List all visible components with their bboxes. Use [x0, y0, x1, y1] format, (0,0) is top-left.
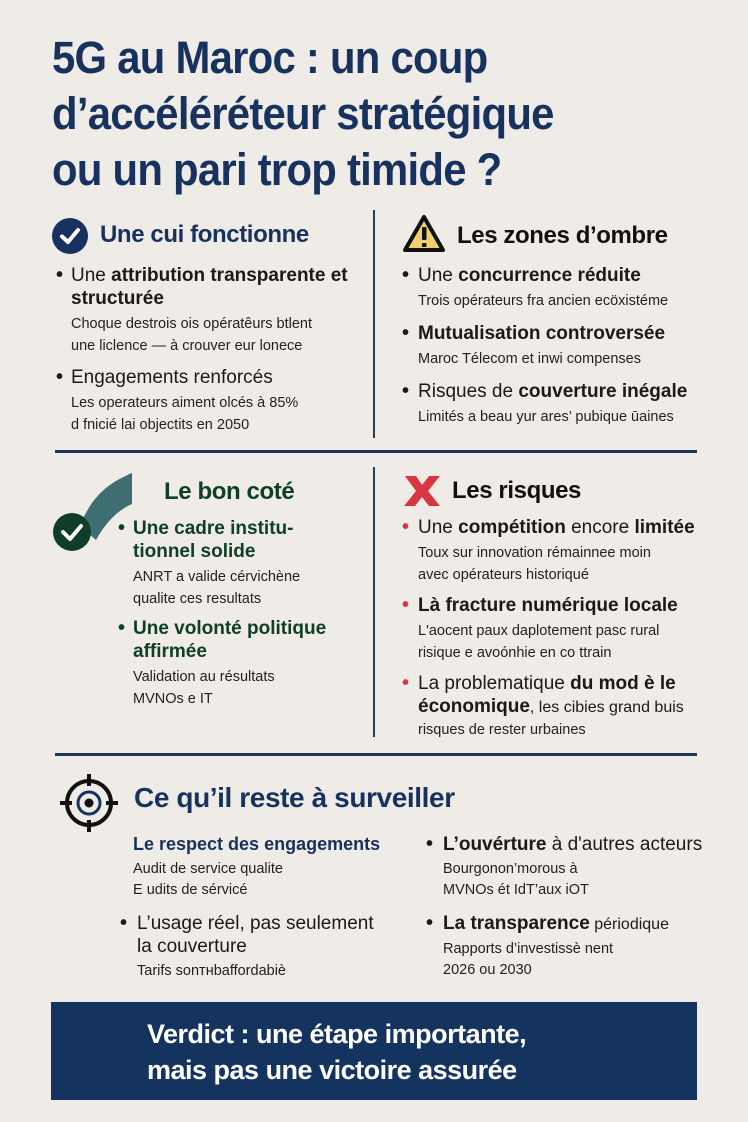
item-description: [443, 859, 726, 901]
bullet: •: [56, 264, 64, 286]
item-description: [133, 566, 366, 610]
desc-line: MVNOs ét IdT’aux iOT: [443, 882, 589, 898]
item-description: Tarifs sonтнbaffordabiè: [137, 963, 286, 979]
desc-line: avec opérateurs historiqué: [418, 567, 589, 583]
desc-line: Audit de service qualite: [133, 861, 283, 877]
horizontal-divider-2: [55, 753, 697, 756]
title-line-3: ou un pari trop timide ?: [52, 144, 502, 195]
text-bold: Là fracture numérique locale: [418, 595, 678, 616]
item-title-rest: à d'autres acteurs: [546, 834, 703, 855]
warning-triangle-icon: [402, 214, 446, 254]
horizontal-divider-1: [55, 450, 697, 453]
verdict-banner: [51, 1002, 697, 1100]
desc-line: Les operateurs aiment olcés à 85%: [71, 395, 299, 411]
title-line-2: d’accéléréteur stratégique: [52, 88, 554, 139]
bullet: •: [402, 322, 410, 344]
verdict-line-2: mais pas une victoire assurée: [147, 1055, 517, 1085]
list-item: [133, 833, 423, 901]
bullet: •: [426, 912, 434, 934]
list-item: [52, 264, 372, 357]
list-item: [116, 617, 376, 710]
item-description: Trois opérateurs fra ancien ecöxistéme: [418, 293, 669, 309]
section-heading: Les risques: [452, 477, 581, 504]
item-description: [71, 392, 372, 436]
item-description: [418, 542, 730, 586]
section-watch: [56, 770, 726, 990]
item-title-prefix: Une: [71, 265, 112, 286]
item-title: Engagements renforcés: [71, 367, 273, 388]
check-circle-icon: [52, 218, 88, 254]
item-description: [133, 666, 376, 710]
bullet: •: [120, 912, 128, 934]
bullet: •: [402, 380, 410, 402]
item-title-bold: concurrence réduite: [458, 265, 641, 286]
target-icon: [56, 770, 122, 836]
item-title-bold: Mutualisation controversée: [418, 323, 666, 344]
section-good-side: [50, 470, 370, 710]
item-description: [443, 939, 726, 981]
desc-line: risique e avoónhie en co ttrain: [418, 645, 612, 661]
bullet: •: [118, 517, 126, 539]
list-item: [116, 517, 366, 610]
text-bold: compétition: [458, 517, 566, 538]
bullet: •: [426, 833, 434, 855]
item-title-line: la couverture: [137, 936, 247, 957]
section-heading: Une cui fonctionne: [100, 221, 309, 248]
desc-line: Validation au résultats: [133, 669, 275, 685]
item-title-bold: La transparence: [443, 913, 590, 934]
text: encore: [565, 517, 635, 538]
item-title-line: L’usage réel, pas seulement: [137, 913, 374, 934]
item-title-line: affirmée: [133, 641, 207, 662]
item-title-bold: attribution transparente et structurée: [71, 265, 348, 309]
verdict-line-1: Verdict : une étape importante,: [147, 1019, 527, 1049]
bullet: •: [402, 264, 410, 286]
bullet: •: [402, 516, 410, 538]
item-title-bold: couverture inégale: [518, 381, 688, 402]
list-item: [426, 912, 726, 981]
text-bold: économique: [418, 696, 530, 717]
bullet: •: [118, 617, 126, 639]
desc-line: Toux sur innovation rémainnee moin: [418, 545, 651, 561]
item-title-line: Une volonté politique: [133, 618, 327, 639]
item-description: Maroc Télecom et inwi compenses: [418, 351, 641, 367]
vertical-divider-top: [373, 210, 375, 438]
title-line-1: 5G au Maroc : un coup: [52, 32, 488, 83]
list-item: [52, 366, 372, 436]
desc-line: qualite ces resultats: [133, 591, 262, 607]
text-bold: limitée: [634, 517, 695, 538]
item-title-line: Une cadre institu-: [133, 518, 294, 539]
desc-line: 2026 ou 2030: [443, 962, 532, 978]
desc-line: d fnicié lai objectits en 2050: [71, 417, 250, 433]
text: , les cibies grand buis: [529, 699, 684, 716]
list-item: [400, 322, 730, 370]
text: La problematique: [418, 673, 571, 694]
bullet: •: [56, 366, 64, 388]
list-item: [400, 516, 730, 586]
item-description: [133, 859, 423, 901]
red-x-icon: [402, 474, 442, 508]
item-title-bold: L’ouvérture: [443, 834, 547, 855]
bullet: •: [402, 672, 410, 694]
list-item: [400, 380, 740, 428]
desc-line: Bourgonon’morous à: [443, 861, 578, 877]
item-title: Le respect des engagements: [133, 834, 381, 854]
verdict-text: [147, 1016, 526, 1088]
page-title: [52, 30, 684, 198]
list-item: [400, 264, 730, 312]
list-item: [400, 594, 730, 664]
item-title-prefix: Risques de: [418, 381, 519, 402]
item-description: Limités a beau yur ares’ pubique ūaines: [418, 409, 674, 425]
item-title-line: tionnel solide: [133, 541, 256, 562]
item-description: risques de rester urbaines: [418, 722, 586, 738]
desc-line: ANRT a valide cérvichène: [133, 569, 301, 585]
desc-line: Choque destrois ois opératêurs btlent: [71, 316, 313, 332]
desc-line: Rapports d’investissè nent: [443, 941, 614, 957]
desc-line: E udits de sérvicé: [133, 882, 248, 898]
desc-line: une liclence — à crouver eur lonece: [71, 338, 303, 354]
text-bold: du mod è le: [570, 673, 676, 694]
item-description: [418, 620, 730, 664]
text: Une: [418, 517, 459, 538]
item-title-prefix: Une: [418, 265, 459, 286]
item-description: [71, 313, 372, 357]
section-heading: Les zones d’ombre: [457, 222, 668, 249]
list-item: [426, 833, 726, 901]
list-item: [400, 672, 730, 741]
bullet: •: [402, 594, 410, 616]
item-title-rest: périodique: [589, 916, 669, 933]
desc-line: L'aocent paux daplotement pasc rural: [418, 623, 660, 639]
list-item: [120, 912, 420, 982]
desc-line: MVNOs e IT: [133, 691, 213, 707]
section-heading: Le bon coté: [164, 478, 295, 505]
section-heading: Ce qu’il reste à surveiller: [134, 782, 455, 813]
